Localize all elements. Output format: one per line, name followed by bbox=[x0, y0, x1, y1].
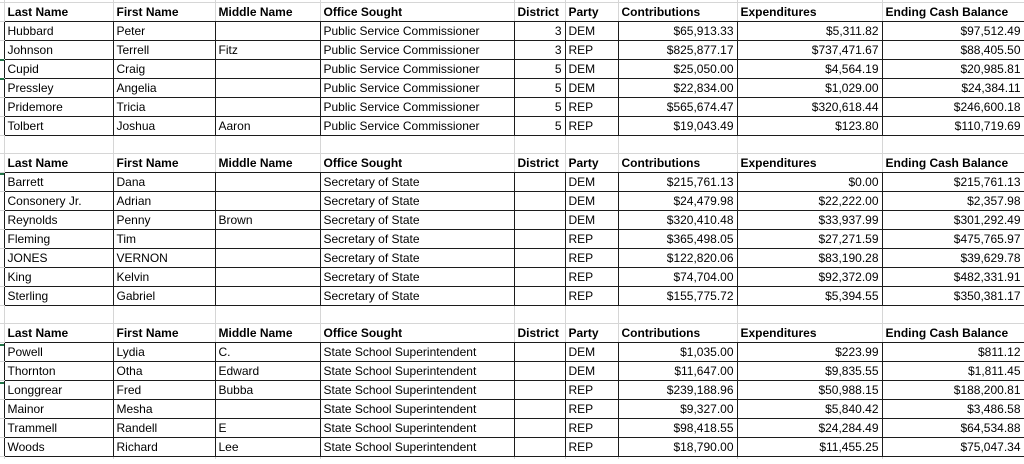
cell-district[interactable] bbox=[514, 191, 565, 210]
header-office-sought[interactable]: Office Sought bbox=[320, 323, 514, 342]
cell-office-sought[interactable]: Secretary of State bbox=[320, 210, 514, 229]
empty-cell[interactable] bbox=[737, 305, 882, 323]
cell-first-name[interactable]: Lydia bbox=[113, 342, 215, 361]
cell-middle-name[interactable] bbox=[215, 191, 320, 210]
cell-middle-name[interactable]: Aaron bbox=[215, 116, 320, 135]
cell-ending-cash-balance[interactable]: $20,985.81 bbox=[882, 59, 1024, 78]
cell-contributions[interactable]: $19,043.49 bbox=[618, 116, 737, 135]
cell-ending-cash-balance[interactable]: $24,384.11 bbox=[882, 78, 1024, 97]
cell-contributions[interactable]: $25,050.00 bbox=[618, 59, 737, 78]
cell-expenditures[interactable]: $1,029.00 bbox=[737, 78, 882, 97]
empty-cell bbox=[737, 456, 882, 459]
empty-cell[interactable] bbox=[565, 135, 618, 153]
header-district[interactable]: District bbox=[514, 2, 565, 21]
cell-office-sought[interactable]: Public Service Commissioner bbox=[320, 21, 514, 40]
cell-office-sought[interactable]: Secretary of State bbox=[320, 191, 514, 210]
cell-office-sought[interactable]: State School Superintendent bbox=[320, 437, 514, 456]
empty-cell[interactable] bbox=[113, 135, 215, 153]
cell-party[interactable]: DEM bbox=[565, 172, 618, 191]
empty-cell[interactable] bbox=[514, 305, 565, 323]
cell-office-sought[interactable]: State School Superintendent bbox=[320, 342, 514, 361]
cell-expenditures[interactable]: $50,988.15 bbox=[737, 380, 882, 399]
header-office-sought[interactable]: Office Sought bbox=[320, 2, 514, 21]
cell-office-sought[interactable]: State School Superintendent bbox=[320, 418, 514, 437]
cell-middle-name[interactable] bbox=[215, 97, 320, 116]
cell-last-name[interactable]: Hubbard bbox=[4, 21, 113, 40]
table-row bbox=[0, 380, 1024, 399]
cell-expenditures[interactable]: $4,564.19 bbox=[737, 59, 882, 78]
cell-first-name[interactable]: Randell bbox=[113, 418, 215, 437]
cell-last-name[interactable]: Reynolds bbox=[4, 210, 113, 229]
cell-ending-cash-balance[interactable]: $2,357.98 bbox=[882, 191, 1024, 210]
cell-last-name[interactable]: Cupid bbox=[4, 59, 113, 78]
cell-party[interactable]: REP bbox=[565, 286, 618, 305]
clipped-row-below bbox=[0, 456, 1024, 459]
cell-contributions[interactable]: $74,704.00 bbox=[618, 267, 737, 286]
cell-expenditures[interactable]: $83,190.28 bbox=[737, 248, 882, 267]
cell-last-name[interactable]: Sterling bbox=[4, 286, 113, 305]
cell-contributions[interactable]: $215,761.13 bbox=[618, 172, 737, 191]
cell-contributions[interactable]: $825,877.17 bbox=[618, 40, 737, 59]
cell-office-sought[interactable]: Public Service Commissioner bbox=[320, 78, 514, 97]
table-row bbox=[0, 418, 1024, 437]
cell-contributions[interactable]: $22,834.00 bbox=[618, 78, 737, 97]
header-middle-name[interactable]: Middle Name bbox=[215, 323, 320, 342]
empty-cell[interactable] bbox=[618, 135, 737, 153]
header-first-name[interactable]: First Name bbox=[113, 153, 215, 172]
header-district[interactable]: District bbox=[514, 153, 565, 172]
empty-cell bbox=[215, 456, 320, 459]
cell-first-name[interactable]: Tricia bbox=[113, 97, 215, 116]
cell-party[interactable]: DEM bbox=[565, 191, 618, 210]
cell-last-name[interactable]: Pridemore bbox=[4, 97, 113, 116]
header-party[interactable]: Party bbox=[565, 323, 618, 342]
cell-office-sought[interactable]: Secretary of State bbox=[320, 286, 514, 305]
header-middle-name[interactable]: Middle Name bbox=[215, 153, 320, 172]
cell-middle-name[interactable] bbox=[215, 172, 320, 191]
table-row bbox=[0, 248, 1024, 267]
table-row bbox=[0, 229, 1024, 248]
header-row bbox=[0, 153, 1024, 172]
cell-office-sought[interactable]: Public Service Commissioner bbox=[320, 116, 514, 135]
cell-expenditures[interactable]: $9,835.55 bbox=[737, 361, 882, 380]
cell-party[interactable]: REP bbox=[565, 229, 618, 248]
header-contributions[interactable]: Contributions bbox=[618, 323, 737, 342]
selection-tick bbox=[0, 78, 4, 80]
cell-middle-name[interactable] bbox=[215, 21, 320, 40]
cell-party[interactable]: REP bbox=[565, 380, 618, 399]
cell-district[interactable] bbox=[514, 248, 565, 267]
selection-tick bbox=[0, 59, 4, 61]
header-last-name[interactable]: Last Name bbox=[4, 323, 113, 342]
cell-contributions[interactable]: $98,418.55 bbox=[618, 418, 737, 437]
cell-expenditures[interactable]: $92,372.09 bbox=[737, 267, 882, 286]
cell-ending-cash-balance[interactable]: $75,047.34 bbox=[882, 437, 1024, 456]
cell-expenditures[interactable]: $27,271.59 bbox=[737, 229, 882, 248]
cell-party[interactable]: DEM bbox=[565, 59, 618, 78]
cell-office-sought[interactable]: State School Superintendent bbox=[320, 361, 514, 380]
cell-last-name[interactable]: Consonery Jr. bbox=[4, 191, 113, 210]
cell-expenditures[interactable]: $123.80 bbox=[737, 116, 882, 135]
cell-contributions[interactable]: $1,035.00 bbox=[618, 342, 737, 361]
empty-cell[interactable] bbox=[737, 135, 882, 153]
empty-cell[interactable] bbox=[565, 305, 618, 323]
cell-last-name[interactable]: JONES bbox=[4, 248, 113, 267]
cell-first-name[interactable]: Richard bbox=[113, 437, 215, 456]
cell-ending-cash-balance[interactable]: $246,600.18 bbox=[882, 97, 1024, 116]
cell-district[interactable] bbox=[514, 267, 565, 286]
cell-first-name[interactable]: Joshua bbox=[113, 116, 215, 135]
cell-expenditures[interactable]: $5,311.82 bbox=[737, 21, 882, 40]
cell-middle-name[interactable]: E bbox=[215, 418, 320, 437]
cell-ending-cash-balance[interactable]: $811.12 bbox=[882, 342, 1024, 361]
cell-middle-name[interactable]: Fitz bbox=[215, 40, 320, 59]
cell-expenditures[interactable]: $0.00 bbox=[737, 172, 882, 191]
cell-party[interactable]: DEM bbox=[565, 21, 618, 40]
cell-middle-name[interactable]: Edward bbox=[215, 361, 320, 380]
table-row bbox=[0, 78, 1024, 97]
selection-tick bbox=[0, 344, 4, 346]
cell-middle-name[interactable]: Brown bbox=[215, 210, 320, 229]
cell-expenditures[interactable]: $33,937.99 bbox=[737, 210, 882, 229]
cell-last-name[interactable]: Woods bbox=[4, 437, 113, 456]
cell-last-name[interactable]: Trammell bbox=[4, 418, 113, 437]
empty-cell[interactable] bbox=[320, 135, 514, 153]
cell-district[interactable]: 3 bbox=[514, 21, 565, 40]
header-party[interactable]: Party bbox=[565, 153, 618, 172]
table-row bbox=[0, 361, 1024, 380]
header-row bbox=[0, 2, 1024, 21]
header-ending-cash-balance[interactable]: Ending Cash Balance bbox=[882, 153, 1024, 172]
cell-first-name[interactable]: Craig bbox=[113, 59, 215, 78]
cell-middle-name[interactable] bbox=[215, 78, 320, 97]
table-row bbox=[0, 342, 1024, 361]
cell-last-name[interactable]: Fleming bbox=[4, 229, 113, 248]
cell-last-name[interactable]: Tolbert bbox=[4, 116, 113, 135]
cell-party[interactable]: DEM bbox=[565, 78, 618, 97]
cell-contributions[interactable]: $122,820.06 bbox=[618, 248, 737, 267]
cell-middle-name[interactable] bbox=[215, 248, 320, 267]
header-party[interactable]: Party bbox=[565, 2, 618, 21]
empty-cell[interactable] bbox=[215, 135, 320, 153]
cell-ending-cash-balance[interactable]: $350,381.17 bbox=[882, 286, 1024, 305]
cell-first-name[interactable]: Penny bbox=[113, 210, 215, 229]
cell-ending-cash-balance[interactable]: $39,629.78 bbox=[882, 248, 1024, 267]
table-row bbox=[0, 21, 1024, 40]
cell-contributions[interactable]: $320,410.48 bbox=[618, 210, 737, 229]
header-contributions[interactable]: Contributions bbox=[618, 2, 737, 21]
selection-tick bbox=[0, 382, 4, 384]
empty-cell[interactable] bbox=[4, 305, 113, 323]
cell-last-name[interactable]: Powell bbox=[4, 342, 113, 361]
cell-contributions[interactable]: $9,327.00 bbox=[618, 399, 737, 418]
cell-district[interactable]: 5 bbox=[514, 78, 565, 97]
spacer-row bbox=[0, 135, 1024, 153]
cell-party[interactable]: REP bbox=[565, 267, 618, 286]
cell-contributions[interactable]: $565,674.47 bbox=[618, 97, 737, 116]
table-row bbox=[0, 172, 1024, 191]
cell-first-name[interactable]: Terrell bbox=[113, 40, 215, 59]
table-row bbox=[0, 399, 1024, 418]
cell-contributions[interactable]: $24,479.98 bbox=[618, 191, 737, 210]
cell-first-name[interactable]: Angelia bbox=[113, 78, 215, 97]
cell-office-sought[interactable]: Public Service Commissioner bbox=[320, 59, 514, 78]
cell-district[interactable]: 5 bbox=[514, 59, 565, 78]
table-row bbox=[0, 40, 1024, 59]
cell-expenditures[interactable]: $24,284.49 bbox=[737, 418, 882, 437]
empty-cell[interactable] bbox=[618, 305, 737, 323]
cell-first-name[interactable]: Otha bbox=[113, 361, 215, 380]
table-row bbox=[0, 191, 1024, 210]
cell-office-sought[interactable]: Secretary of State bbox=[320, 248, 514, 267]
cell-contributions[interactable]: $239,188.96 bbox=[618, 380, 737, 399]
header-expenditures[interactable]: Expenditures bbox=[737, 323, 882, 342]
table-row bbox=[0, 267, 1024, 286]
header-ending-cash-balance[interactable]: Ending Cash Balance bbox=[882, 323, 1024, 342]
header-row bbox=[0, 323, 1024, 342]
cell-first-name[interactable]: VERNON bbox=[113, 248, 215, 267]
empty-cell[interactable] bbox=[4, 135, 113, 153]
header-ending-cash-balance[interactable]: Ending Cash Balance bbox=[882, 2, 1024, 21]
cell-last-name[interactable]: Johnson bbox=[4, 40, 113, 59]
header-expenditures[interactable]: Expenditures bbox=[737, 2, 882, 21]
cell-ending-cash-balance[interactable]: $482,331.91 bbox=[882, 267, 1024, 286]
header-office-sought[interactable]: Office Sought bbox=[320, 153, 514, 172]
empty-cell bbox=[565, 456, 618, 459]
empty-cell bbox=[882, 456, 1024, 459]
cell-party[interactable]: DEM bbox=[565, 342, 618, 361]
cell-office-sought[interactable]: Secretary of State bbox=[320, 229, 514, 248]
cell-ending-cash-balance[interactable]: $215,761.13 bbox=[882, 172, 1024, 191]
cell-party[interactable]: REP bbox=[565, 399, 618, 418]
cell-district[interactable]: 5 bbox=[514, 116, 565, 135]
cell-expenditures[interactable]: $5,394.55 bbox=[737, 286, 882, 305]
cell-first-name[interactable]: Adrian bbox=[113, 191, 215, 210]
empty-cell[interactable] bbox=[215, 305, 320, 323]
table-row bbox=[0, 59, 1024, 78]
cell-first-name[interactable]: Mesha bbox=[113, 399, 215, 418]
table-row bbox=[0, 437, 1024, 456]
cell-party[interactable]: REP bbox=[565, 40, 618, 59]
header-district[interactable]: District bbox=[514, 323, 565, 342]
cell-district[interactable] bbox=[514, 229, 565, 248]
cell-district[interactable] bbox=[514, 172, 565, 191]
cell-party[interactable]: DEM bbox=[565, 210, 618, 229]
cell-office-sought[interactable]: Public Service Commissioner bbox=[320, 40, 514, 59]
cell-office-sought[interactable]: Secretary of State bbox=[320, 172, 514, 191]
cell-contributions[interactable]: $365,498.05 bbox=[618, 229, 737, 248]
cell-contributions[interactable]: $11,647.00 bbox=[618, 361, 737, 380]
cell-contributions[interactable]: $155,775.72 bbox=[618, 286, 737, 305]
cell-office-sought[interactable]: State School Superintendent bbox=[320, 380, 514, 399]
cell-district[interactable]: 5 bbox=[514, 97, 565, 116]
cell-middle-name[interactable]: Lee bbox=[215, 437, 320, 456]
empty-cell[interactable] bbox=[113, 305, 215, 323]
cell-last-name[interactable]: Longgrear bbox=[4, 380, 113, 399]
cell-expenditures[interactable]: $737,471.67 bbox=[737, 40, 882, 59]
empty-cell[interactable] bbox=[514, 135, 565, 153]
cell-expenditures[interactable]: $22,222.00 bbox=[737, 191, 882, 210]
cell-party[interactable]: REP bbox=[565, 437, 618, 456]
cell-party[interactable]: DEM bbox=[565, 361, 618, 380]
cell-party[interactable]: REP bbox=[565, 97, 618, 116]
cell-contributions[interactable]: $18,790.00 bbox=[618, 437, 737, 456]
header-middle-name[interactable]: Middle Name bbox=[215, 2, 320, 21]
empty-cell bbox=[514, 456, 565, 459]
empty-cell bbox=[618, 456, 737, 459]
cell-district[interactable]: 3 bbox=[514, 40, 565, 59]
cell-office-sought[interactable]: Public Service Commissioner bbox=[320, 97, 514, 116]
cell-ending-cash-balance[interactable]: $88,405.50 bbox=[882, 40, 1024, 59]
cell-ending-cash-balance[interactable]: $97,512.49 bbox=[882, 21, 1024, 40]
empty-cell[interactable] bbox=[320, 305, 514, 323]
empty-cell bbox=[320, 456, 514, 459]
cell-middle-name[interactable]: Bubba bbox=[215, 380, 320, 399]
table-row bbox=[0, 210, 1024, 229]
header-last-name[interactable]: Last Name bbox=[4, 2, 113, 21]
empty-cell bbox=[4, 456, 113, 459]
header-first-name[interactable]: First Name bbox=[113, 2, 215, 21]
cell-first-name[interactable]: Dana bbox=[113, 172, 215, 191]
cell-party[interactable]: REP bbox=[565, 248, 618, 267]
cell-first-name[interactable]: Peter bbox=[113, 21, 215, 40]
cell-first-name[interactable]: Tim bbox=[113, 229, 215, 248]
cell-last-name[interactable]: King bbox=[4, 267, 113, 286]
cell-middle-name[interactable] bbox=[215, 399, 320, 418]
cell-district[interactable] bbox=[514, 437, 565, 456]
cell-middle-name[interactable]: C. bbox=[215, 342, 320, 361]
cell-first-name[interactable]: Kelvin bbox=[113, 267, 215, 286]
cell-district[interactable] bbox=[514, 399, 565, 418]
cell-district[interactable] bbox=[514, 342, 565, 361]
cell-first-name[interactable]: Gabriel bbox=[113, 286, 215, 305]
cell-first-name[interactable]: Fred bbox=[113, 380, 215, 399]
cell-expenditures[interactable]: $5,840.42 bbox=[737, 399, 882, 418]
cell-office-sought[interactable]: State School Superintendent bbox=[320, 399, 514, 418]
cell-ending-cash-balance[interactable]: $1,811.45 bbox=[882, 361, 1024, 380]
cell-middle-name[interactable] bbox=[215, 267, 320, 286]
empty-cell[interactable] bbox=[882, 135, 1024, 153]
table-row bbox=[0, 116, 1024, 135]
cell-expenditures[interactable]: $223.99 bbox=[737, 342, 882, 361]
header-last-name[interactable]: Last Name bbox=[4, 153, 113, 172]
cell-party[interactable]: REP bbox=[565, 116, 618, 135]
cell-expenditures[interactable]: $320,618.44 bbox=[737, 97, 882, 116]
header-expenditures[interactable]: Expenditures bbox=[737, 153, 882, 172]
cell-last-name[interactable]: Mainor bbox=[4, 399, 113, 418]
cell-ending-cash-balance[interactable]: $110,719.69 bbox=[882, 116, 1024, 135]
cell-ending-cash-balance[interactable]: $64,534.88 bbox=[882, 418, 1024, 437]
cell-district[interactable] bbox=[514, 286, 565, 305]
table-row bbox=[0, 97, 1024, 116]
header-first-name[interactable]: First Name bbox=[113, 323, 215, 342]
selection-tick bbox=[0, 173, 4, 175]
empty-cell[interactable] bbox=[882, 305, 1024, 323]
empty-cell bbox=[113, 456, 215, 459]
table-row bbox=[0, 286, 1024, 305]
cell-party[interactable]: REP bbox=[565, 418, 618, 437]
cell-district[interactable] bbox=[514, 380, 565, 399]
cell-contributions[interactable]: $65,913.33 bbox=[618, 21, 737, 40]
header-contributions[interactable]: Contributions bbox=[618, 153, 737, 172]
cell-ending-cash-balance[interactable]: $301,292.49 bbox=[882, 210, 1024, 229]
spacer-row bbox=[0, 305, 1024, 323]
cell-last-name[interactable]: Barrett bbox=[4, 172, 113, 191]
cell-last-name[interactable]: Thornton bbox=[4, 361, 113, 380]
cell-middle-name[interactable] bbox=[215, 229, 320, 248]
cell-ending-cash-balance[interactable]: $3,486.58 bbox=[882, 399, 1024, 418]
cell-ending-cash-balance[interactable]: $475,765.97 bbox=[882, 229, 1024, 248]
cell-last-name[interactable]: Pressley bbox=[4, 78, 113, 97]
cell-expenditures[interactable]: $11,455.25 bbox=[737, 437, 882, 456]
cell-middle-name[interactable] bbox=[215, 286, 320, 305]
cell-ending-cash-balance[interactable]: $188,200.81 bbox=[882, 380, 1024, 399]
cell-middle-name[interactable] bbox=[215, 59, 320, 78]
cell-office-sought[interactable]: Secretary of State bbox=[320, 267, 514, 286]
cell-district[interactable] bbox=[514, 361, 565, 380]
cell-district[interactable] bbox=[514, 210, 565, 229]
cell-district[interactable] bbox=[514, 418, 565, 437]
